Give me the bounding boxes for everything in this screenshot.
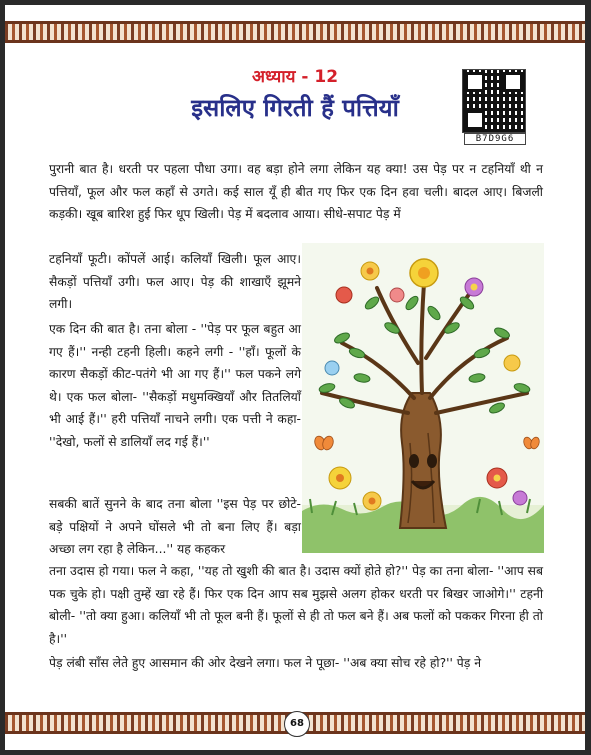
paragraph-3: सबकी बातें सुनने के बाद तना बोला ''इस पेड़ पर छोटे-बड़े पक्षियों ने अपने घोंसले भी तो बना लिए हैं। बड़ा अच्छा लग रहा है लेकिन...'' यह कहकर [49, 497, 301, 556]
paragraph-1: पुरानी बात है। धरती पर पहला पौधा उगा। वह बड़ा होने लगा लेकिन यह क्या! उस पेड़ पर न टहनियाँ थी न पत्तियाँ, फूल और फल कहाँ से उगते। कई साल यूँ ही बीत गए फिर एक दिन हवा चली। बादल आए। बिजली कड़की। खूब बारिश हुई फिर धूप खिली। पेड़ में बदलाव आया। सीधे-सपाट पेड़ में [49, 162, 543, 221]
paragraph-1-continued: टहनियाँ फूटी। कोंपलें आई। कलियाँ खिली। फूल आए। सैकड़ों पत्तियाँ उगी। फल आए। पेड़ की शाखाएँ झूमने लगी। [49, 252, 301, 311]
qr-code-label: B7D9G6 [464, 133, 526, 145]
paragraph-2: एक दिन की बात है। तना बोला - ''पेड़ पर फूल बहुत आ गए हैं।'' नन्ही टहनी हिली। कहने लगी - ''हाँ। फूलों के कारण सैकड़ों कीट-पतंगे भी आ गए हैं।'' फल पकने लगे थे। एक फल बोला- ''सैकड़ों मधुमक्खियाँ और तितलियाँ भी आई हैं।'' हरी पत्तियाँ नाचने लगी। एक पत्ती ने कहा-''देखो, फलों से डालियाँ लद गई हैं।'' [49, 322, 301, 449]
chapter-title: इसलिए गिरती हैं पत्तियाँ [191, 94, 399, 122]
paragraph-3-continued: तना उदास हो गया। फल ने कहा, ''यह तो खुशी की बात है। उदास क्यों होते हो?'' पेड़ का तना बोला- ''आप सब पक चुके हो। पक्षी तुम्हें खा रहे हैं। फिर एक दिन आप सब मुझसे अलग होकर धरती पर बिखर जाओगे।'' टहनी बोली- ''तो क्या हुआ। कलियाँ भी तो फूल बनी हैं। फूलों से ही तो फल बने हैं। अब फलों को पककर गिरना ही तो है।'' [49, 564, 543, 646]
page-number: 68 [284, 711, 310, 737]
top-decorative-border [5, 21, 585, 43]
paragraph-4: पेड़ लंबी साँस लेते हुए आसमान की ओर देखने लगा। फल ने पूछा- ''अब क्या सोच रहे हो?'' पेड़ ने [49, 656, 482, 670]
tree-illustration [302, 243, 544, 553]
chapter-label: अध्याय - 12 [251, 67, 339, 87]
qr-code-icon[interactable] [462, 69, 526, 133]
book-page [5, 5, 585, 750]
